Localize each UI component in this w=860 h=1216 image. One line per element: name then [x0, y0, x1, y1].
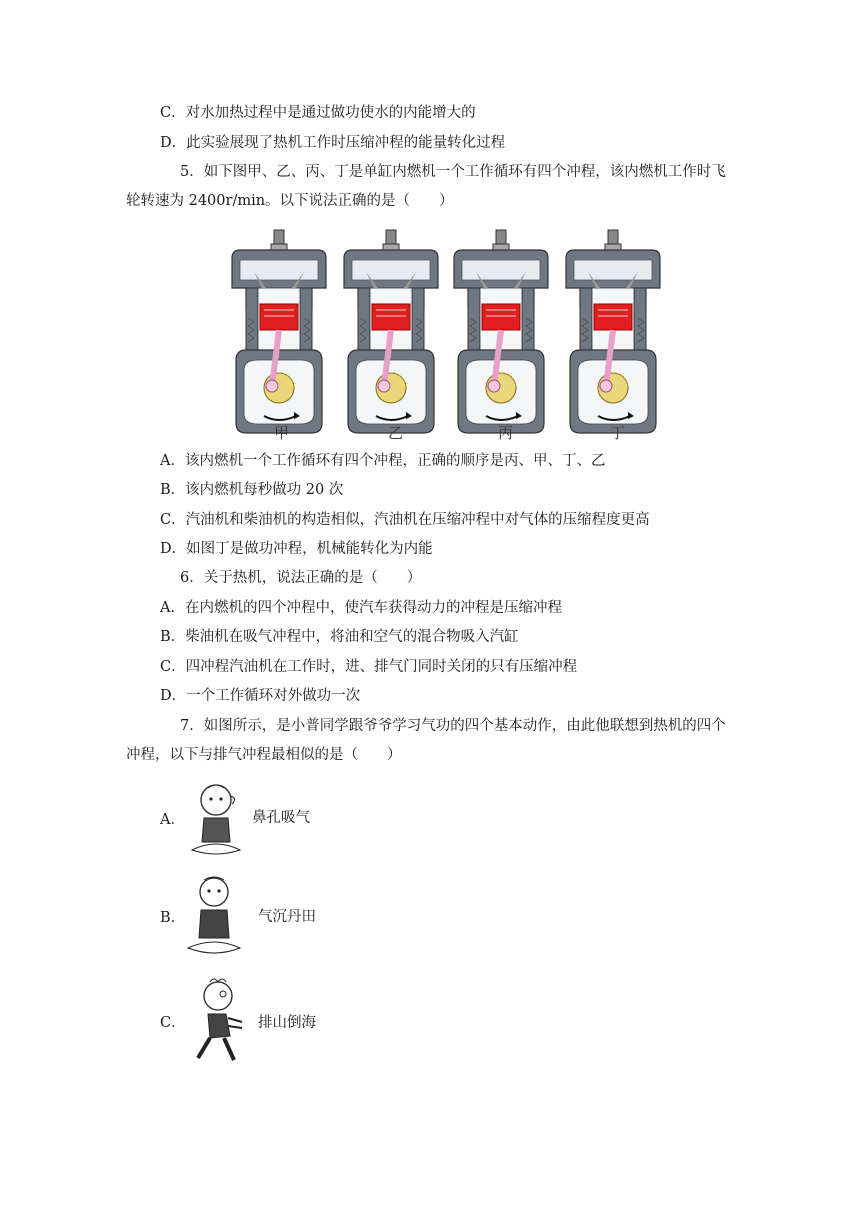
engine-label-ding: 丁 — [610, 424, 626, 442]
q6-option-c: C．四冲程汽油机在工作时，进、排气门同时关闭的只有压缩冲程 — [160, 659, 578, 675]
q5-option-a: A．该内燃机一个工作循环有四个冲程，正确的顺序是丙、甲、丁、乙 — [160, 453, 606, 469]
question-7-line2: 冲程，以下与排气冲程最相似的是（ ） — [126, 747, 402, 763]
q7-option-b-label: B． — [160, 910, 186, 926]
question-7-line1: 7．如图所示，是小普同学跟爷爷学习气功的四个基本动作，由此他联想到热机的四个 — [180, 718, 726, 734]
question-5-line2: 轮转速为 2400r/min。以下说法正确的是（ ） — [126, 193, 454, 209]
question-5-line1: 5．如下图甲、乙、丙、丁是单缸内燃机一个工作循环有四个冲程，该内燃机工作时飞 — [180, 164, 726, 180]
q7-option-c-text: 排山倒海 — [258, 1015, 316, 1031]
q6-option-d: D．一个工作循环对外做功一次 — [160, 688, 361, 704]
engine-label-bing: 丙 — [498, 424, 514, 442]
q5-option-b: B．该内燃机每秒做功 20 次 — [160, 482, 344, 498]
q7-option-c-label: C． — [160, 1015, 186, 1031]
q7-option-c-figure — [188, 976, 248, 1064]
q7-option-a-text: 鼻孔吸气 — [252, 810, 310, 826]
q7-option-b-figure — [184, 874, 244, 958]
q5-option-c: C．汽油机和柴油机的构造相似，汽油机在压缩冲程中对气体的压缩程度更高 — [160, 512, 650, 528]
q6-option-b: B．柴油机在吸气冲程中，将油和空气的混合物吸入汽缸 — [160, 629, 519, 645]
engine-label-jia: 甲 — [274, 424, 290, 442]
q7-option-b-text: 气沉丹田 — [258, 909, 316, 925]
option-d-prev: D．此实验展现了热机工作时压缩冲程的能量转化过程 — [160, 135, 506, 151]
q6-option-a: A．在内燃机的四个冲程中，使汽车获得动力的冲程是压缩冲程 — [160, 600, 562, 616]
engine-strokes-figure — [228, 228, 668, 442]
q7-option-a-figure — [186, 780, 246, 858]
q7-option-a-label: A． — [160, 812, 185, 828]
q5-option-d: D．如图丁是做功冲程，机械能转化为内能 — [160, 541, 433, 557]
question-6: 6．关于热机，说法正确的是（ ） — [180, 570, 422, 586]
option-c-prev: C．对水加热过程中是通过做功使水的内能增大的 — [160, 105, 476, 121]
engine-label-yi: 乙 — [388, 424, 404, 442]
